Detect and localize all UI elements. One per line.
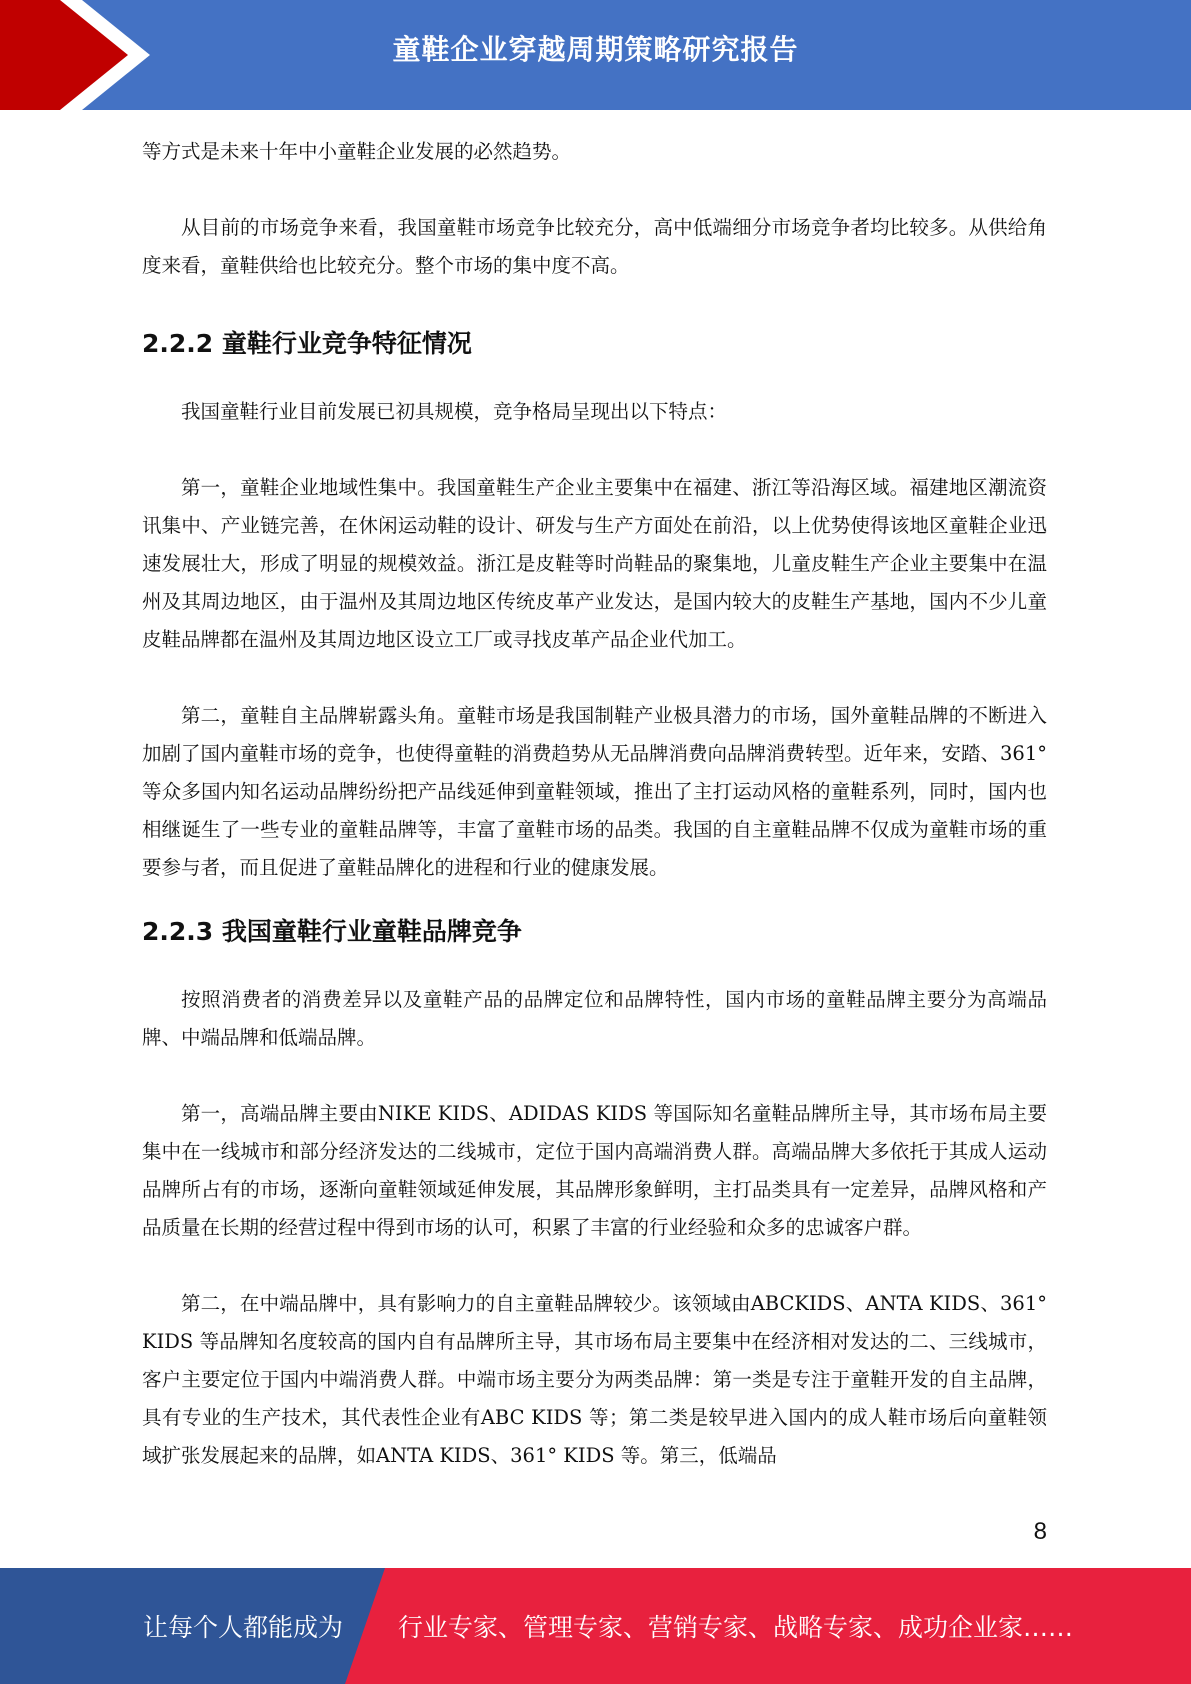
page-number: 8 xyxy=(1033,1518,1047,1545)
page-header xyxy=(0,0,1191,110)
paragraph: 第二，童鞋自主品牌崭露头角。童鞋市场是我国制鞋产业极具潜力的市场，国外童鞋品牌的不断进入加剧了国内童鞋市场的竞争，也使得童鞋的消费趋势从无品牌消费向品牌消费转型。近年来，安踏、361°等众多国内知名运动品牌纷纷把产品线延伸到童鞋领域，推出了主打运动风格的童鞋系列，同时，国内也相继诞生了一些专业的童鞋品牌等，丰富了童鞋市场的品类。我国的自主童鞋品牌不仅成为童鞋市场的重要参与者，而且促进了童鞋品牌化的进程和行业的健康发展。 xyxy=(142,704,1047,879)
paragraph: 第一，童鞋企业地域性集中。我国童鞋生产企业主要集中在福建、浙江等沿海区域。福建地区潮流资讯集中、产业链完善，在休闲运动鞋的设计、研发与生产方面处在前沿，以上优势使得该地区童鞋企业迅速发展壮大，形成了明显的规模效益。浙江是皮鞋等时尚鞋品的聚集地，儿童皮鞋生产企业主要集中在温州及其周边地区，由于温州及其周边地区传统皮革产业发达，是国内较大的皮鞋生产基地，国内不少儿童皮鞋品牌都在温州及其周边地区设立工厂或寻找皮革产品企业代加工。 xyxy=(142,476,1047,651)
paragraph: 第一，高端品牌主要由NIKE KIDS、ADIDAS KIDS 等国际知名童鞋品牌所主导，其市场布局主要集中在一线城市和部分经济发达的二线城市，定位于国内高端消费人群。高端品牌大多依托于其成人运动品牌所占有的市场，逐渐向童鞋领域延伸发展，其品牌形象鲜明，主打品类具有一定差异，品牌风格和产品质量在长期的经营过程中得到市场的认可，积累了丰富的行业经验和众多的忠诚客户群。 xyxy=(142,1102,1047,1239)
paragraph: 第二，在中端品牌中，具有影响力的自主童鞋品牌较少。该领域由ABCKIDS、ANTA KIDS、361° KIDS 等品牌知名度较高的国内自有品牌所主导，其市场布局主要集中在经济相对发达的二、三线城市，客户主要定位于国内中端消费人群。中端市场主要分为两类品牌：第一类是专注于童鞋开发的自主品牌，具有专业的生产技术，其代表性企业有ABC KIDS 等；第二类是较早进入国内的成人鞋市场后向童鞋领域扩张发展起来的品牌，如ANTA KIDS、361° KIDS 等。第三，低端品 xyxy=(142,1292,1047,1467)
footer-slogan-left: 让每个人都能成为 xyxy=(143,1613,344,1642)
footer-slogan-right: 行业专家、管理专家、营销专家、战略专家、成功企业家…… xyxy=(398,1613,1074,1642)
paragraph: 从目前的市场竞争来看，我国童鞋市场竞争比较充分，高中低端细分市场竞争者均比较多。从供给角度来看，童鞋供给也比较充分。整个市场的集中度不高。 xyxy=(142,216,1047,277)
report-title: 童鞋企业穿越周期策略研究报告 xyxy=(392,33,799,66)
paragraph: 等方式是未来十年中小童鞋企业发展的必然趋势。 xyxy=(142,140,572,163)
paragraph: 我国童鞋行业目前发展已初具规模，竞争格局呈现出以下特点： xyxy=(181,400,728,423)
paragraph: 按照消费者的消费差异以及童鞋产品的品牌定位和品牌特性，国内市场的童鞋品牌主要分为高端品牌、中端品牌和低端品牌。 xyxy=(142,988,1047,1049)
section-heading: 2.2.3 我国童鞋行业童鞋品牌竞争 xyxy=(142,917,522,946)
section-heading: 2.2.2 童鞋行业竞争特征情况 xyxy=(142,329,472,358)
page-footer xyxy=(0,1568,1191,1684)
main-content xyxy=(142,133,1047,1475)
